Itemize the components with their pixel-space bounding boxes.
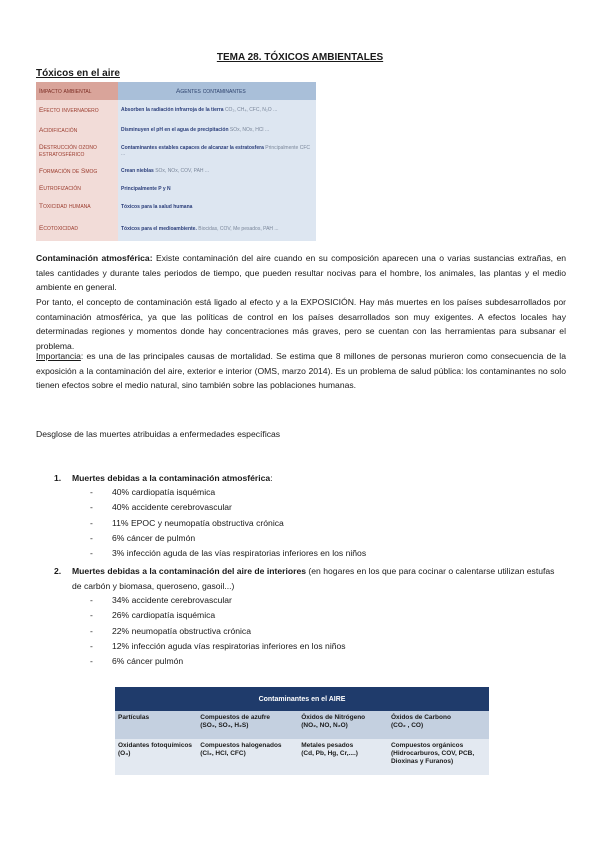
list-heading-2	[36, 564, 566, 594]
agents-detail: CO₂, CH₄, CFC, N₂O ...	[224, 107, 278, 113]
dash-bullet: -	[90, 532, 93, 543]
pollutant-name: Compuestos de azufre	[200, 714, 270, 721]
pollutant-formula: (NO₂, NO, N₂O)	[301, 722, 348, 729]
list-suffix: :	[270, 473, 273, 483]
page-title: TEMA 28. TÓXICOS AMBIENTALES	[216, 52, 384, 63]
list-item-text: 22% neumopatía obstructiva crónica	[112, 625, 252, 636]
dash-bullet: -	[90, 595, 93, 605]
agents-detail: SOx, NOx, COV, PAH ...	[155, 168, 210, 174]
agents-text: Crean nieblas	[121, 168, 154, 174]
pollutant-name: Compuestos halogenados	[200, 742, 282, 749]
term-label: Importancia	[36, 351, 81, 361]
impact-row	[36, 180, 316, 197]
paragraph-text: Existe contaminación del aire cuando en su composición aparecen una o varias sustancias extrañas, en tales cantidades y durante tales periodos de tiempo, que pueden resultar nocivas para el hombre, los animales, las plantas y el medio ambiente en general.	[36, 253, 567, 292]
pollutant-formula: (Cd, Pb, Hg, Cr,....)	[301, 750, 358, 757]
dash-bullet: -	[90, 625, 93, 636]
impact-cell: Toxicidad humana	[36, 197, 118, 216]
paragraph-text: : es una de las principales causas de mortalidad. Se estima que 8 millones de personas murieron como consecuencia de la exposición a la contaminación del aire, exterior e interior (OMS, marzo 2014). Es un problema de salud pública: los contaminantes no solo tienen efectos sobre el medio natural, sino también sobre las poblaciones humanas.	[36, 351, 566, 390]
agents-cell	[118, 162, 316, 180]
impact-row	[36, 162, 316, 180]
agents-cell	[118, 140, 316, 162]
paragraph-contaminacion	[36, 251, 566, 295]
list-suffix: (en hogares en los que para cocinar o calentarse utilizan estufas de carbón y biomasa, queroseno, gasoil...)	[72, 566, 555, 592]
dash-bullet: -	[90, 502, 93, 513]
pollutant-name: Compuestos orgánicos	[390, 742, 464, 749]
impact-cell: Eutrofización	[36, 180, 118, 197]
pollutant-cell	[388, 711, 489, 739]
list-item-text: 26% cardiopatía isquémica	[112, 610, 216, 621]
dash-bullet: -	[90, 548, 93, 559]
list-number: 1.	[54, 473, 62, 483]
impact-cell: Destrucción ozono estratosférico	[36, 140, 118, 162]
paragraph-desglose: Desglose de las muertes atribuidas a enfermedades específicas	[36, 429, 281, 439]
pollutant-name: Oxidantes fotoquímicos (O₃)	[118, 742, 193, 757]
dash-bullet: -	[90, 640, 93, 651]
list-item-text: 12% infección aguda vías respiratorias inferiores en los niños	[112, 640, 346, 651]
pollutant-name: Partículas	[118, 714, 150, 721]
impact-cell: Ecotoxicidad	[36, 216, 118, 241]
impact-row	[36, 120, 316, 140]
air-pollutants-table	[115, 687, 489, 775]
list-item-text: 6% cáncer de pulmón	[112, 532, 196, 543]
impact-cell: Acidificación	[36, 120, 118, 140]
agents-text: Absorben la radiación infrarroja de la tierra	[121, 107, 224, 113]
agents-header: Agentes contaminantes	[118, 82, 316, 100]
dash-bullet: -	[90, 610, 93, 621]
pollutant-cell	[115, 739, 197, 775]
paragraph-exposicion: Por tanto, el concepto de contaminación está ligado al efecto y a la EXPOSICIÓN. Hay más muertes en los países subdesarrollados por contaminación atmosférica, ya que las políticas de control en los países desarrollados son muy exigentes. A efectos locales hay determinadas regiones y momentos donde hay concentraciones más graves, pero se cuentan con las herramientas para subsanar el problema.	[36, 297, 566, 351]
impact-row	[36, 100, 316, 120]
list-item-text: 40% accidente cerebrovascular	[112, 502, 232, 513]
impact-header: Impacto ambiental	[36, 82, 118, 100]
pollutant-cell	[115, 711, 197, 739]
pollutant-name: Óxidos de Carbono	[390, 714, 451, 721]
list-heading-1	[36, 471, 566, 486]
pollutant-formula: (CO₂ , CO)	[390, 722, 424, 729]
agents-text: Contaminantes estables capaces de alcanzar la estratosfera	[121, 145, 264, 151]
agents-cell	[118, 197, 316, 216]
list-item-text: 3% infección aguda de las vías respiratorias inferiores en los niños	[112, 548, 367, 559]
pollutant-formula: (SO₂, SO₃, H₂S)	[200, 722, 249, 729]
agents-detail: Principalmente CFC ...	[121, 145, 310, 157]
agents-cell	[118, 100, 316, 120]
impact-cell: Formación de Smog	[36, 162, 118, 180]
agents-text: Tóxicos para el medioambiente.	[121, 225, 197, 232]
agents-text: Tóxicos para la salud humana	[121, 203, 193, 210]
agents-cell	[118, 180, 316, 197]
dash-bullet: -	[90, 487, 93, 497]
dash-bullet: -	[90, 517, 93, 528]
dash-bullet: -	[90, 656, 93, 667]
pollutant-formula: (Cl₂, HCl, CFC)	[200, 750, 246, 757]
pollutant-formula: (Hidrocarburos, COV, PCB, Dioxinas y Furanos)	[390, 750, 475, 765]
agents-detail: Biocidas, COV, Me pesados, PAH ...	[198, 225, 279, 232]
pollutant-cell	[298, 739, 388, 775]
pollutant-cell	[388, 739, 489, 775]
agents-cell	[118, 216, 316, 241]
list-item-text: 6% cáncer pulmón	[112, 656, 184, 667]
list-item-text: 11% EPOC y neumopatía obstructiva crónica	[112, 517, 284, 528]
impact-cell: Efecto invernadero	[36, 100, 118, 120]
air-table-title: Contaminantes en el AIRE	[115, 687, 489, 711]
agents-text: Disminuyen el pH en el agua de precipitación	[121, 127, 229, 133]
list-item-text: 34% accidente cerebrovascular	[112, 595, 232, 605]
paragraph-importancia	[36, 349, 566, 393]
list-title: Muertes debidas a la contaminación atmosférica	[72, 473, 271, 483]
list-number: 2.	[54, 566, 62, 576]
list-title: Muertes debidas a la contaminación del aire de interiores	[72, 566, 307, 576]
term-label: Contaminación atmosférica:	[36, 253, 153, 263]
agents-text: Principalmente P y N	[121, 185, 171, 192]
pollutant-name: Óxidos de Nitrógeno	[301, 714, 366, 721]
pollutant-cell	[197, 711, 298, 739]
pollutant-cell	[197, 739, 298, 775]
section-heading: Tóxicos en el aire	[36, 68, 120, 79]
agents-cell	[118, 120, 316, 140]
agents-detail: SOx, NOx, HCl ...	[229, 127, 270, 133]
pollutant-name: Metales pesados	[301, 742, 354, 749]
pollutant-cell	[298, 711, 388, 739]
impact-row	[36, 140, 316, 162]
list-item-text: 40% cardiopatía isquémica	[112, 487, 216, 497]
impact-row	[36, 216, 316, 241]
impact-row	[36, 197, 316, 216]
impact-table	[36, 82, 316, 241]
